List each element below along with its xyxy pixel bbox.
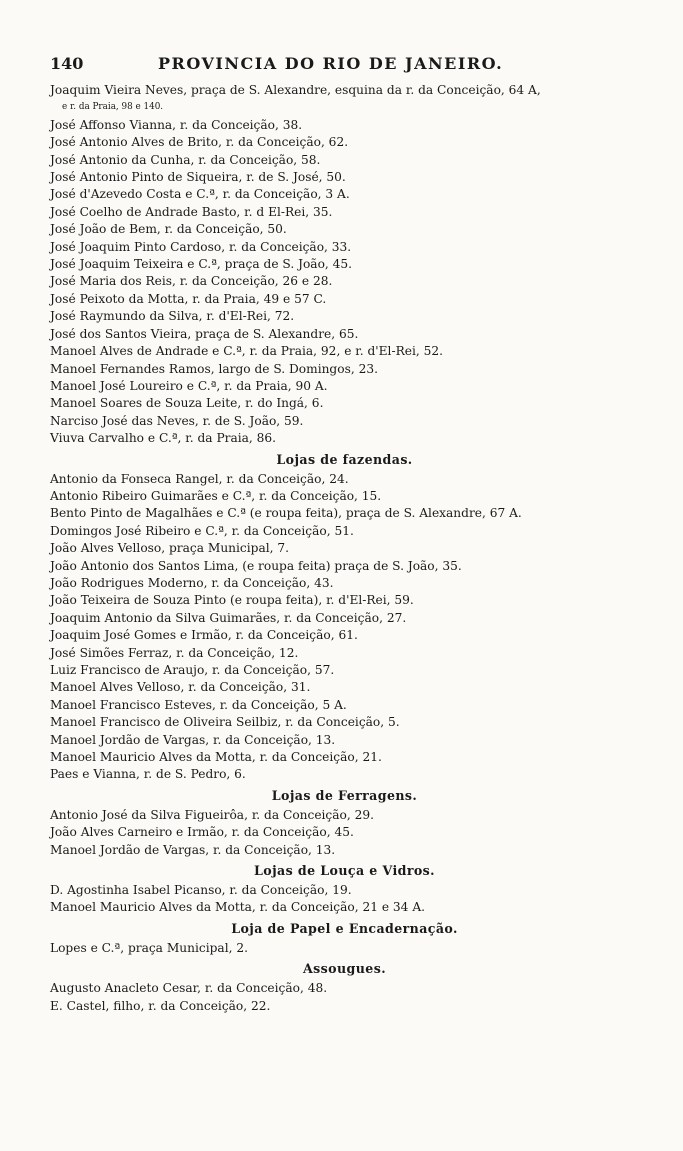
directory-entry: Manoel Soares de Souza Leite, r. do Ingá, 6. bbox=[50, 396, 324, 411]
directory-entry: João Rodrigues Moderno, r. da Conceição, 43. bbox=[50, 575, 334, 590]
section-heading: Assougues. bbox=[303, 961, 386, 977]
directory-entry: Joaquim Vieira Neves, praça de S. Alexandre, esquina da r. da Conceição, 64 A, bbox=[50, 83, 541, 97]
directory-entry: José Simões Ferraz, r. da Conceição, 12. bbox=[50, 645, 299, 660]
directory-entry: Manoel Mauricio Alves da Motta, r. da Conceição, 21. bbox=[50, 750, 382, 765]
section-heading: Lojas de Louça e Vidros. bbox=[254, 863, 435, 879]
page-number: 140 bbox=[50, 54, 84, 73]
directory-entry: José João de Bem, r. da Conceição, 50. bbox=[50, 222, 287, 237]
directory-entry: E. Castel, filho, r. da Conceição, 22. bbox=[50, 998, 271, 1013]
directory-entry: José Affonso Vianna, r. da Conceição, 38. bbox=[50, 117, 303, 132]
directory-entry: Manoel Fernandes Ramos, largo de S. Domingos, 23. bbox=[50, 361, 378, 376]
section-heading: Lojas de Ferragens. bbox=[271, 787, 418, 803]
directory-entry: João Teixeira de Souza Pinto (e roupa feita), r. d'El-Rei, 59. bbox=[50, 593, 414, 608]
directory-entry: José Coelho de Andrade Basto, r. d El-Rei, 35. bbox=[50, 204, 333, 219]
running-title: PROVINCIA DO RIO DE JANEIRO. bbox=[158, 54, 504, 73]
directory-entry: Manoel Alves Velloso, r. da Conceição, 31. bbox=[50, 680, 311, 695]
directory-entry: Antonio Ribeiro Guimarães e C.ª, r. da Conceição, 15. bbox=[50, 488, 382, 503]
directory-entry: Manoel Francisco Esteves, r. da Conceição, 5 A. bbox=[50, 697, 347, 712]
directory-entry: Manoel José Loureiro e C.ª, r. da Praia, 90 A. bbox=[50, 378, 328, 393]
directory-entry: Augusto Anacleto Cesar, r. da Conceição, 48. bbox=[50, 981, 328, 996]
directory-entry: Manoel Jordão de Vargas, r. da Conceição, 13. bbox=[50, 732, 336, 747]
directory-entry: João Alves Carneiro e Irmão, r. da Conceição, 45. bbox=[50, 825, 354, 840]
directory-entry: Antonio José da Silva Figueirôa, r. da Conceição, 29. bbox=[50, 807, 374, 822]
directory-entry: Paes e Vianna, r. de S. Pedro, 6. bbox=[50, 767, 246, 782]
directory-entry: José Antonio da Cunha, r. da Conceição, 58. bbox=[50, 152, 321, 167]
directory-entry: José Antonio Pinto de Siqueira, r. de S. José, 50. bbox=[50, 170, 346, 185]
directory-entry: Antonio da Fonseca Rangel, r. da Conceição, 24. bbox=[50, 471, 349, 486]
section-heading: Loja de Papel e Encadernação. bbox=[231, 920, 458, 936]
directory-entry: e r. da Praia, 98 e 140. bbox=[62, 102, 164, 113]
directory-entry: José Peixoto da Motta, r. da Praia, 49 e 57 C. bbox=[50, 291, 327, 306]
directory-entry: Luiz Francisco de Araujo, r. da Conceição, 57. bbox=[50, 663, 335, 677]
directory-entry: Manoel Mauricio Alves da Motta, r. da Conceição, 21 e 34 A. bbox=[50, 900, 425, 915]
directory-entry: Bento Pinto de Magalhães e C.ª (e roupa feita), praça de S. Alexandre, 67 A. bbox=[50, 506, 522, 521]
directory-entry: Lopes e C.ª, praça Municipal, 2. bbox=[50, 940, 248, 955]
page-header bbox=[50, 54, 639, 82]
directory-entry: José d'Azevedo Costa e C.ª, r. da Conceição, 3 A. bbox=[50, 187, 350, 202]
directory-entry: José Raymundo da Silva, r. d'El-Rei, 72. bbox=[50, 309, 295, 324]
directory-entry: Manoel Francisco de Oliveira Seilbiz, r. da Conceição, 5. bbox=[50, 715, 400, 730]
directory-entry: Joaquim Antonio da Silva Guimarães, r. da Conceição, 27. bbox=[50, 610, 407, 625]
directory-entry: D. Agostinha Isabel Picanso, r. da Conceição, 19. bbox=[50, 883, 352, 898]
directory-entry: Domingos José Ribeiro e C.ª, r. da Conceição, 51. bbox=[50, 523, 354, 538]
directory-entry: Manoel Alves de Andrade e C.ª, r. da Praia, 92, e r. d'El-Rei, 52. bbox=[50, 344, 443, 359]
directory-entry: José Maria dos Reis, r. da Conceição, 26 e 28. bbox=[50, 274, 333, 289]
directory-entry: João Antonio dos Santos Lima, (e roupa feita) praça de S. João, 35. bbox=[50, 558, 462, 573]
section-heading: Lojas de fazendas. bbox=[276, 451, 413, 467]
directory-entry: João Alves Velloso, praça Municipal, 7. bbox=[50, 541, 289, 556]
directory-entry: Viuva Carvalho e C.ª, r. da Praia, 86. bbox=[50, 431, 277, 446]
directory-entry: José Joaquim Pinto Cardoso, r. da Conceição, 33. bbox=[50, 239, 352, 254]
directory-entry: José dos Santos Vieira, praça de S. Alexandre, 65. bbox=[50, 326, 359, 341]
directory-entry: José Antonio Alves de Brito, r. da Conceição, 62. bbox=[50, 135, 349, 150]
directory-entry: Narciso José das Neves, r. de S. João, 59. bbox=[50, 413, 304, 428]
directory-entry: José Joaquim Teixeira e C.ª, praça de S. João, 45. bbox=[50, 257, 353, 272]
directory-entry: Manoel Jordão de Vargas, r. da Conceição, 13. bbox=[50, 842, 336, 857]
directory-entry: Joaquim José Gomes e Irmão, r. da Conceição, 61. bbox=[50, 628, 358, 643]
directory-listing bbox=[50, 82, 639, 1015]
